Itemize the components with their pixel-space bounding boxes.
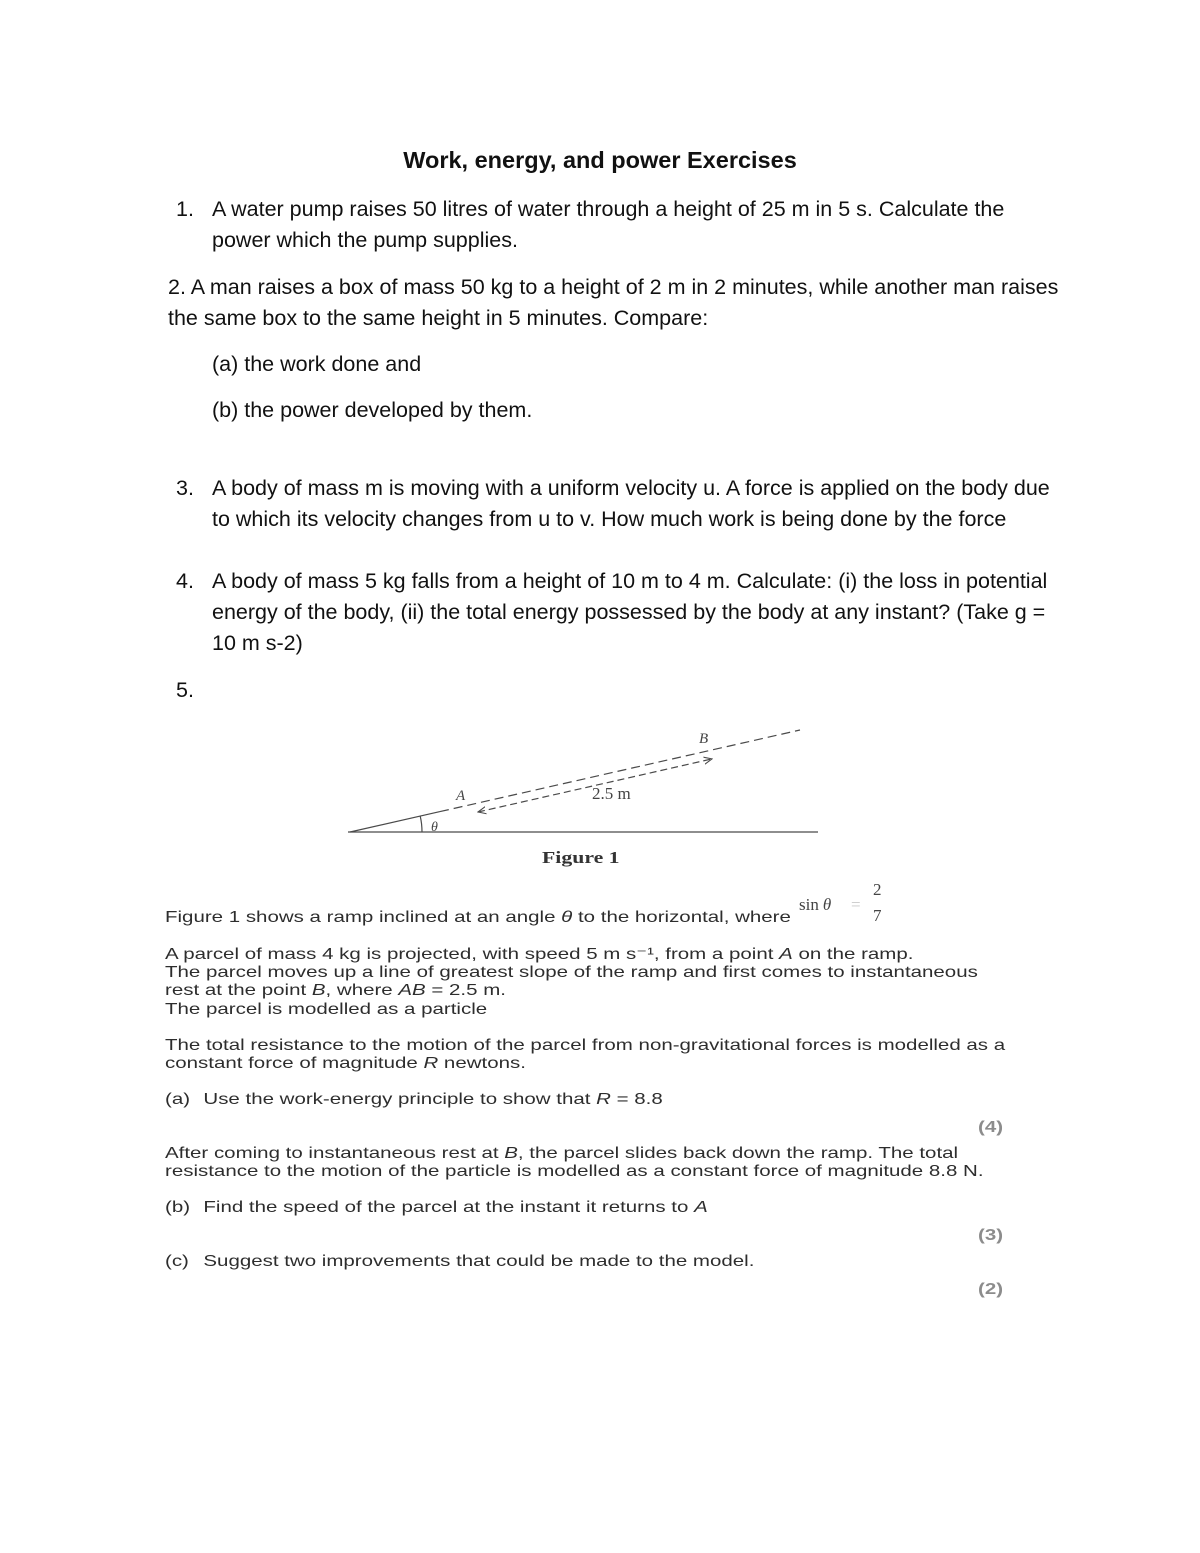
question-2-line-2: the same box to the same height in 5 minutes. Compare: <box>168 306 709 330</box>
problem-return-line-2 <box>165 1163 984 1181</box>
text-segment: resistance to the motion of the particle is modelled as a constant force of magnitude 8.8 N. <box>165 1163 984 1180</box>
problem-part-b <box>165 1199 708 1217</box>
text-segment: on the ramp. <box>792 946 914 963</box>
question-1-line-2: power which the pump supplies. <box>212 228 518 252</box>
variable-a: A <box>694 1199 708 1216</box>
question-4-number: 4. <box>176 569 194 593</box>
ramp-incline-solid <box>350 812 440 832</box>
text-segment: to the horizontal, where <box>572 909 791 926</box>
question-5-number: 5. <box>176 678 194 702</box>
problem-intro-line <box>165 909 791 927</box>
text-segment: Use the work-energy principle to show that <box>203 1091 597 1108</box>
problem-setup-line-2 <box>165 964 978 982</box>
question-1-number: 1. <box>176 197 194 221</box>
question-3-number: 3. <box>176 476 194 500</box>
question-2-part-a: (a) the work done and <box>212 352 422 376</box>
text-segment: The parcel is modelled as a particle <box>165 1001 488 1018</box>
sin-angle: θ <box>822 895 832 914</box>
problem-resistance-line-2 <box>165 1055 526 1073</box>
variable-ab: AB <box>398 982 426 999</box>
angle-label: θ <box>431 820 438 835</box>
ramp-figure <box>330 715 830 845</box>
text-segment: rest at the point <box>165 982 312 999</box>
question-3-line-2: to which its velocity changes from u to v. How much work is being done by the force <box>212 507 1007 531</box>
question-2-line-1: 2. A man raises a box of mass 50 kg to a height of 2 m in 2 minutes, while another man raises <box>168 275 1059 299</box>
question-1-line-1: A water pump raises 50 litres of water through a height of 25 m in 5 s. Calculate the <box>212 197 1005 221</box>
text-segment: A parcel of mass 4 kg is projected, with speed 5 m s⁻¹, from a point <box>165 946 780 963</box>
part-b-label: (b) <box>165 1199 191 1216</box>
question-3-line-1: A body of mass m is moving with a uniform velocity u. A force is applied on the body due <box>212 476 1050 500</box>
variable-a: A <box>779 946 793 963</box>
text-segment: , the parcel slides back down the ramp. The total <box>517 1145 959 1162</box>
question-4-line-3: 10 m s-2) <box>212 631 303 655</box>
point-a-label: A <box>456 788 466 804</box>
text-segment: , where <box>325 982 399 999</box>
page-title: Work, energy, and power Exercises <box>403 147 797 173</box>
text-segment: Find the speed of the parcel at the instant it returns to <box>203 1199 695 1216</box>
problem-setup-line-3 <box>165 982 506 1000</box>
question-4-line-2: energy of the body, (ii) the total energy possessed by the body at any instant? (Take g = <box>212 600 1046 624</box>
part-c-label: (c) <box>165 1253 189 1270</box>
theta-symbol: θ <box>561 909 573 926</box>
angle-arc <box>420 816 422 832</box>
variable-b: B <box>311 982 326 999</box>
text-segment: = 8.8 <box>610 1091 663 1108</box>
text-segment: The total resistance to the motion of the parcel from non-gravitational forces is modelled as a <box>165 1037 1006 1054</box>
fraction-numerator: 2 <box>873 880 882 899</box>
problem-part-c <box>165 1253 754 1271</box>
problem-return-line-1 <box>165 1145 958 1163</box>
text-segment: After coming to instantaneous rest at <box>165 1145 505 1162</box>
text-segment: constant force of magnitude <box>165 1055 424 1072</box>
variable-r: R <box>423 1055 439 1072</box>
part-c-marks: (2) <box>978 1281 1004 1298</box>
part-a-marks: (4) <box>978 1119 1004 1136</box>
point-b-label: B <box>699 731 709 747</box>
question-4-line-1: A body of mass 5 kg falls from a height of 10 m to 4 m. Calculate: (i) the loss in potential <box>212 569 1048 593</box>
question-2-part-b: (b) the power developed by them. <box>212 398 533 422</box>
problem-part-a <box>165 1091 663 1109</box>
part-a-label: (a) <box>165 1091 191 1108</box>
sin-expression <box>799 895 831 915</box>
figure-caption: Figure 1 <box>542 848 620 867</box>
text-segment: newtons. <box>438 1055 526 1072</box>
text-segment: = 2.5 m. <box>425 982 506 999</box>
text-segment: The parcel moves up a line of greatest slope of the ramp and first comes to instantaneous <box>165 964 978 981</box>
problem-resistance-line-1 <box>165 1037 1005 1055</box>
fraction-denominator: 7 <box>873 906 882 925</box>
problem-setup-line-4 <box>165 1001 487 1019</box>
text-segment: Figure 1 shows a ramp inclined at an angle <box>165 909 562 926</box>
variable-b: B <box>504 1145 518 1162</box>
problem-setup-line-1 <box>165 946 913 964</box>
equals-sign: = <box>851 895 861 914</box>
part-b-marks: (3) <box>978 1227 1004 1244</box>
length-label: 2.5 m <box>592 784 631 803</box>
variable-r: R <box>596 1091 611 1108</box>
sin-function: sin <box>799 895 819 914</box>
text-segment: Suggest two improvements that could be made to the model. <box>203 1253 755 1270</box>
